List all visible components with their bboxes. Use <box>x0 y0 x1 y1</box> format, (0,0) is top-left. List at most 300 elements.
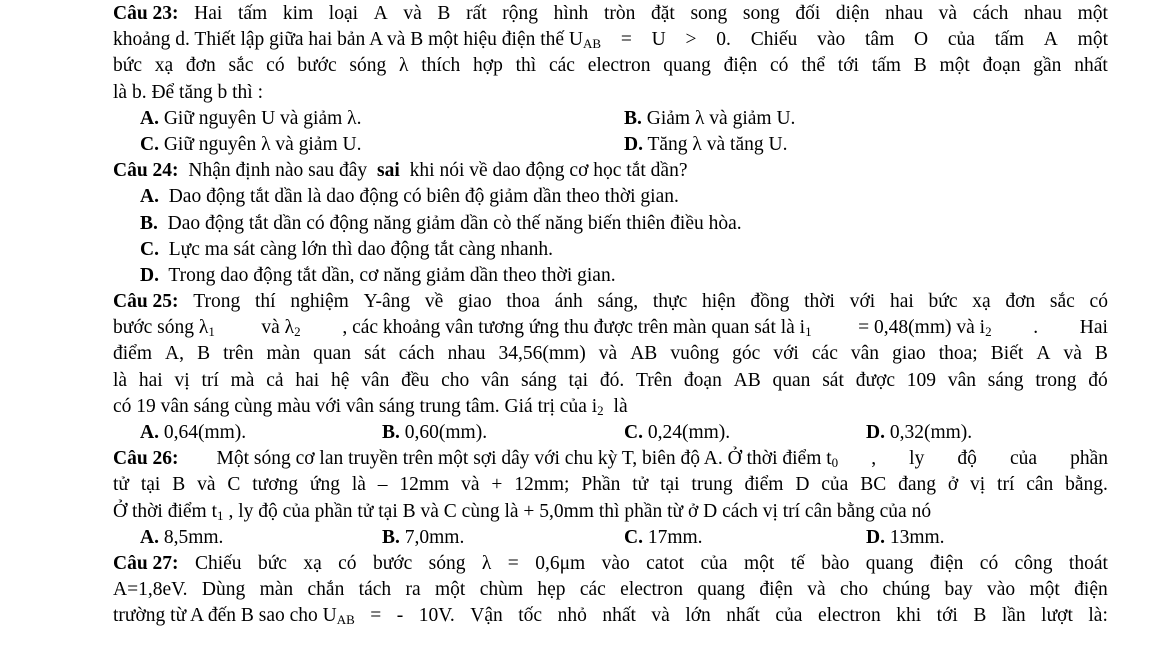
word: tử <box>632 474 649 496</box>
word: vân <box>947 369 976 391</box>
word: Trên <box>636 369 673 391</box>
word: quan <box>313 343 352 365</box>
word: lượt <box>1041 605 1073 627</box>
option-label: D. <box>140 264 159 286</box>
option-label: D. <box>866 422 885 443</box>
word: A <box>1043 29 1058 51</box>
word: trí <box>997 474 1015 496</box>
word: sắc <box>228 55 254 77</box>
answer-option-a[interactable] <box>140 106 624 132</box>
word: tới <box>936 605 958 627</box>
option-label: A. <box>140 422 159 443</box>
word: λ <box>481 552 492 574</box>
options-row <box>113 237 1108 263</box>
word: một <box>939 55 970 77</box>
word: tấm <box>871 55 901 77</box>
text-line <box>113 341 1108 367</box>
word: lớn <box>685 605 711 627</box>
word: thoa; <box>938 343 978 365</box>
word: hình <box>553 3 589 24</box>
option-text: 17mm. <box>642 526 703 548</box>
word: tấm <box>237 3 268 24</box>
options-row <box>113 420 1108 446</box>
option-label: A. <box>140 186 159 208</box>
word: tâm <box>865 29 895 51</box>
word: giao <box>892 343 926 365</box>
word: nhất <box>1074 55 1108 77</box>
word: A, <box>165 343 185 365</box>
word: Hai <box>1079 317 1108 339</box>
answer-option-b[interactable] <box>382 525 624 551</box>
subscript: 2 <box>985 324 992 340</box>
word: bức <box>928 291 958 313</box>
word: ở <box>947 474 959 496</box>
subscript: AB <box>583 36 602 52</box>
word: mà <box>230 369 255 391</box>
option-text: Giữ nguyên λ và giảm U. <box>158 133 362 155</box>
word: tử <box>113 474 129 496</box>
word: 34,56(mm) <box>498 343 586 365</box>
word: tới <box>837 55 859 77</box>
word: bào <box>821 552 850 574</box>
word: vân <box>481 369 510 391</box>
word: màn <box>266 343 301 365</box>
option-label: C. <box>624 422 643 443</box>
word: vân <box>850 343 880 365</box>
word: hai <box>138 369 163 391</box>
text-segment: khoảng d. Thiết lập giữa hai bản A và B một hiệu điện thế $U_{AB}$ <box>113 29 602 52</box>
word: cả <box>266 369 284 391</box>
text-line <box>113 446 1108 472</box>
word: tròn <box>603 3 636 24</box>
word: tốc <box>518 605 543 627</box>
word: 0,6μm <box>535 552 586 574</box>
word: nhất <box>602 605 636 627</box>
question-26 <box>113 446 1108 551</box>
word: công <box>1014 552 1053 574</box>
question-label: Câu 24: <box>113 160 179 182</box>
word: phần <box>1070 448 1108 470</box>
word: có <box>979 552 999 574</box>
word: nhau <box>885 3 924 24</box>
word: đồng <box>750 291 790 313</box>
word: AB <box>630 343 658 365</box>
word: 10V. <box>418 605 455 627</box>
options-row <box>113 132 1108 158</box>
word: bay <box>944 579 973 601</box>
word: thoa <box>506 291 540 313</box>
text-line <box>113 499 1108 525</box>
word: Y-âng <box>363 291 411 313</box>
word: vị <box>970 474 986 496</box>
question-27 <box>113 551 1108 630</box>
text-line <box>113 1 1108 27</box>
text-segment: là b. Để tăng b thì : <box>113 81 264 103</box>
word: Chiếu <box>194 552 242 574</box>
option-text: 7,0mm. <box>399 526 465 548</box>
word: và <box>651 605 670 627</box>
word: đều <box>401 369 430 391</box>
word: Trong <box>193 291 241 313</box>
word: B <box>437 3 451 24</box>
answer-option-b[interactable] <box>140 211 1040 237</box>
word: các <box>811 343 838 365</box>
word: Phần <box>581 474 621 496</box>
answer-option-d[interactable] <box>624 132 1108 158</box>
word: và <box>1063 343 1082 365</box>
word: ly <box>909 448 925 470</box>
word: vào <box>601 552 630 574</box>
text-segment: = 0,48(mm) và $i_2$ <box>853 317 992 340</box>
option-label: D. <box>624 133 643 155</box>
option-label: A. <box>140 526 159 548</box>
word: quang <box>697 579 745 601</box>
word: thoát <box>1068 552 1108 574</box>
word: λ <box>399 55 409 77</box>
answer-option-b[interactable] <box>382 420 624 446</box>
option-text: 0,60(mm). <box>399 422 488 443</box>
word: là <box>351 474 366 496</box>
text-segment: Ở thời điểm $t_1$ <box>113 500 224 523</box>
word: . <box>1033 317 1039 339</box>
word: thực <box>652 291 688 313</box>
word: đang <box>898 474 936 496</box>
text-line <box>113 368 1108 394</box>
word: độ <box>957 448 977 470</box>
option-text: Giảm λ và giảm U. <box>641 107 796 129</box>
word: bước <box>372 552 413 574</box>
word: và <box>807 579 826 601</box>
word: chắn <box>307 579 345 601</box>
word: xạ <box>972 291 991 313</box>
word: đó <box>1088 369 1108 391</box>
word: U <box>651 29 666 51</box>
answer-option-d[interactable] <box>866 525 1108 551</box>
word: là <box>113 369 128 391</box>
word: bước <box>297 55 337 77</box>
word: và <box>197 474 216 496</box>
text-line <box>113 289 1108 315</box>
word: giao <box>458 291 492 313</box>
word: electron <box>620 579 683 601</box>
word: một <box>743 552 775 574</box>
word: lần <box>1001 605 1026 627</box>
text-segment: là <box>608 395 628 417</box>
word: sáng <box>520 369 557 391</box>
option-label: B. <box>382 526 400 548</box>
word: điện <box>929 552 964 574</box>
option-text: Dao động tắt dần có động năng giảm dần cò thế năng biến thiên điều hòa. <box>157 212 742 234</box>
word: và <box>938 3 958 24</box>
word: đặt <box>650 3 675 24</box>
text-line <box>113 27 1108 53</box>
word: tấm <box>994 29 1024 51</box>
option-label: D. <box>866 526 885 548</box>
text-line <box>113 577 1108 603</box>
word: BC <box>860 474 887 496</box>
word: tại <box>660 474 680 496</box>
answer-option-c[interactable] <box>624 420 866 446</box>
word: B <box>1094 343 1108 365</box>
word: các <box>548 55 575 77</box>
word: trên <box>223 343 254 365</box>
word: song <box>690 3 728 24</box>
word: trong <box>1035 369 1077 391</box>
text-segment: khi nói về dao động cơ học tắt dần? <box>404 160 688 182</box>
question-label: Câu 23: <box>113 3 179 24</box>
question-25 <box>113 289 1108 446</box>
option-text: 0,32(mm). <box>884 422 973 443</box>
word: xạ <box>303 552 322 574</box>
word: sáng <box>987 369 1024 391</box>
word: thời <box>804 291 835 313</box>
word: vị <box>174 369 190 391</box>
option-text: Lực ma sát càng lớn thì dao động tắt càng nhanh. <box>158 238 553 260</box>
text-segment: , các khoảng vân tương ứng thu được trên màn quan sát là $i_1$ <box>342 317 812 340</box>
word: D <box>795 474 810 496</box>
option-text: Dao động tắt dần là dao động có biên độ giảm dần theo thời gian. <box>158 186 679 208</box>
word: với <box>773 343 799 365</box>
word: có <box>770 55 789 77</box>
option-text: 0,64(mm). <box>158 422 247 443</box>
word: của <box>700 552 728 574</box>
word: A <box>373 3 388 24</box>
word: một <box>1029 579 1060 601</box>
option-label: A. <box>140 107 159 129</box>
word: điểm <box>113 343 152 365</box>
word: đối <box>795 3 821 24</box>
word: tế <box>790 552 805 574</box>
option-label: C. <box>140 238 159 260</box>
word: cách <box>398 343 435 365</box>
question-label: Câu 26: <box>113 448 179 470</box>
word: thì <box>515 55 537 77</box>
word: trí <box>201 369 219 391</box>
text-line <box>113 315 1108 341</box>
word: chúng <box>882 579 931 601</box>
word: tại <box>140 474 161 496</box>
word: một <box>1077 29 1108 51</box>
word: B <box>197 343 211 365</box>
word: vuông <box>670 343 720 365</box>
option-label: B. <box>382 422 400 443</box>
word: 0. <box>716 29 731 51</box>
word: 109 <box>906 369 937 391</box>
text-line <box>113 158 1108 184</box>
answer-option-a[interactable] <box>140 420 382 446</box>
answer-option-b[interactable] <box>624 106 1108 132</box>
word: hai <box>295 369 320 391</box>
word: > <box>685 29 697 51</box>
subscript: 1 <box>217 507 224 523</box>
word: và <box>403 3 422 24</box>
word: quang <box>865 552 914 574</box>
word: chùm <box>479 579 524 601</box>
word: sóng <box>428 552 466 574</box>
word: có <box>266 55 285 77</box>
word: rất <box>466 3 487 24</box>
answer-option-d[interactable] <box>866 420 1108 446</box>
question-label: Câu 25: <box>113 291 179 313</box>
answer-option-d[interactable] <box>140 263 1040 289</box>
word: Chiếu <box>750 29 798 51</box>
word: sắc <box>1049 291 1075 313</box>
word: và <box>598 343 618 365</box>
word: bức <box>113 55 142 77</box>
subscript: 2 <box>597 402 604 418</box>
word: ánh <box>554 291 583 313</box>
text-segment: và $\lambda_2$ <box>256 317 301 340</box>
word: Dùng <box>201 579 246 601</box>
answer-option-c[interactable] <box>140 237 1040 263</box>
word: quang <box>663 55 711 77</box>
word: Hai <box>194 3 223 24</box>
answer-option-c[interactable] <box>624 525 866 551</box>
text-line <box>113 80 1108 106</box>
word: Biết <box>990 343 1024 365</box>
word: điện <box>1074 579 1108 601</box>
text-line <box>113 551 1108 577</box>
word: sóng <box>349 55 387 77</box>
subscript: 0 <box>831 455 839 471</box>
question-24 <box>113 158 1108 289</box>
options-row <box>113 211 1108 237</box>
word: thí <box>255 291 276 313</box>
word: hiện <box>702 291 736 313</box>
word: kim <box>282 3 314 24</box>
word: và <box>461 474 480 496</box>
word: được <box>855 369 895 391</box>
word: một <box>435 579 466 601</box>
answer-option-a[interactable] <box>140 525 382 551</box>
word: quan <box>772 369 811 391</box>
emphasis-bold: sai <box>377 160 400 182</box>
word: B <box>973 605 987 627</box>
word: xạ <box>154 55 174 77</box>
word: tương <box>252 474 299 496</box>
option-text: 0,24(mm). <box>642 422 731 443</box>
option-label: B. <box>140 212 158 234</box>
word: - <box>396 605 404 627</box>
word: 12mm; <box>514 474 570 496</box>
subscript: 1 <box>208 324 215 340</box>
word: O <box>914 29 929 51</box>
word: = <box>507 552 519 574</box>
word: điểm <box>744 474 784 496</box>
word: của <box>947 29 975 51</box>
text-segment: có 19 vân sáng cùng màu với vân sáng trung tâm. Giá trị của $i_2$ <box>113 395 604 418</box>
word: electron <box>817 605 881 627</box>
word: bằng. <box>1065 474 1108 496</box>
question-23 <box>113 1 1108 158</box>
word: C <box>227 474 241 496</box>
word: rộng <box>502 3 539 24</box>
word: trung <box>691 474 733 496</box>
option-text: Trong dao động tắt dần, cơ năng giảm dần theo thời gian. <box>158 264 616 286</box>
text-segment: Nhận định nào sau đây <box>183 160 373 182</box>
word: đoạn <box>683 369 722 391</box>
word: electron <box>587 55 651 77</box>
word: cho <box>441 369 470 391</box>
question-label: Câu 27: <box>113 552 179 574</box>
word: điện <box>723 55 758 77</box>
word: ứng <box>309 474 340 496</box>
word: loại <box>328 3 359 24</box>
options-row <box>113 106 1108 132</box>
option-label: B. <box>624 107 642 129</box>
subscript: 2 <box>294 324 301 340</box>
word: đơn <box>1005 291 1036 313</box>
word: đơn <box>185 55 216 77</box>
word: sát <box>822 369 844 391</box>
option-text: 8,5mm. <box>158 526 224 548</box>
option-text: 13mm. <box>884 526 945 548</box>
word: bức <box>257 552 287 574</box>
answer-option-a[interactable] <box>140 184 1040 210</box>
exam-document <box>113 1 1108 630</box>
option-text: Tăng λ và tăng U. <box>642 133 788 155</box>
word: cân <box>1026 474 1054 496</box>
subscript: 1 <box>805 324 812 340</box>
word: Vận <box>470 605 503 627</box>
option-text: Giữ nguyên U và giảm λ. <box>158 107 362 129</box>
word: A <box>1036 343 1051 365</box>
word: của <box>821 474 849 496</box>
word: A=1,8eV. <box>113 579 188 601</box>
word: vào <box>817 29 846 51</box>
text-segment: bước sóng $\lambda_1$ <box>113 317 215 340</box>
word: B <box>913 55 927 77</box>
word: – <box>377 474 388 496</box>
word: nhau <box>1024 3 1062 24</box>
word: AB <box>733 369 761 391</box>
word: cách <box>972 3 1009 24</box>
word: ra <box>405 579 421 601</box>
word: nhỏ <box>557 605 587 627</box>
text-line <box>113 472 1108 498</box>
option-label: C. <box>624 526 643 548</box>
options-row <box>113 263 1108 289</box>
word: vân <box>361 369 390 391</box>
word: nhất <box>726 605 760 627</box>
word: + <box>491 474 503 496</box>
word: có <box>1089 291 1108 313</box>
word: , <box>871 448 877 470</box>
word: diện <box>835 3 870 24</box>
word: hẹp <box>537 579 566 601</box>
word: hai <box>889 291 914 313</box>
word: của <box>1009 448 1038 470</box>
word: thể <box>801 55 826 77</box>
word: thích <box>421 55 461 77</box>
word: = <box>620 29 632 51</box>
text-segment: trường từ A đến B sao cho $U_{AB}$ <box>113 605 355 628</box>
word: sát <box>364 343 386 365</box>
text-line <box>113 603 1108 629</box>
word: về <box>424 291 444 313</box>
answer-option-c[interactable] <box>140 132 624 158</box>
text-segment: , ly độ của phần tử tại B và C cùng là + 5,0mm thì phần từ ở D cách vị trí cân bằng của nó <box>228 500 932 522</box>
word: với <box>849 291 876 313</box>
word: góc <box>732 343 761 365</box>
word: có <box>338 552 357 574</box>
word: song <box>742 3 780 24</box>
text-line <box>113 394 1108 420</box>
options-row <box>113 184 1108 210</box>
word: catot <box>646 552 685 574</box>
word: nhau <box>447 343 486 365</box>
word: sáng, <box>597 291 639 313</box>
